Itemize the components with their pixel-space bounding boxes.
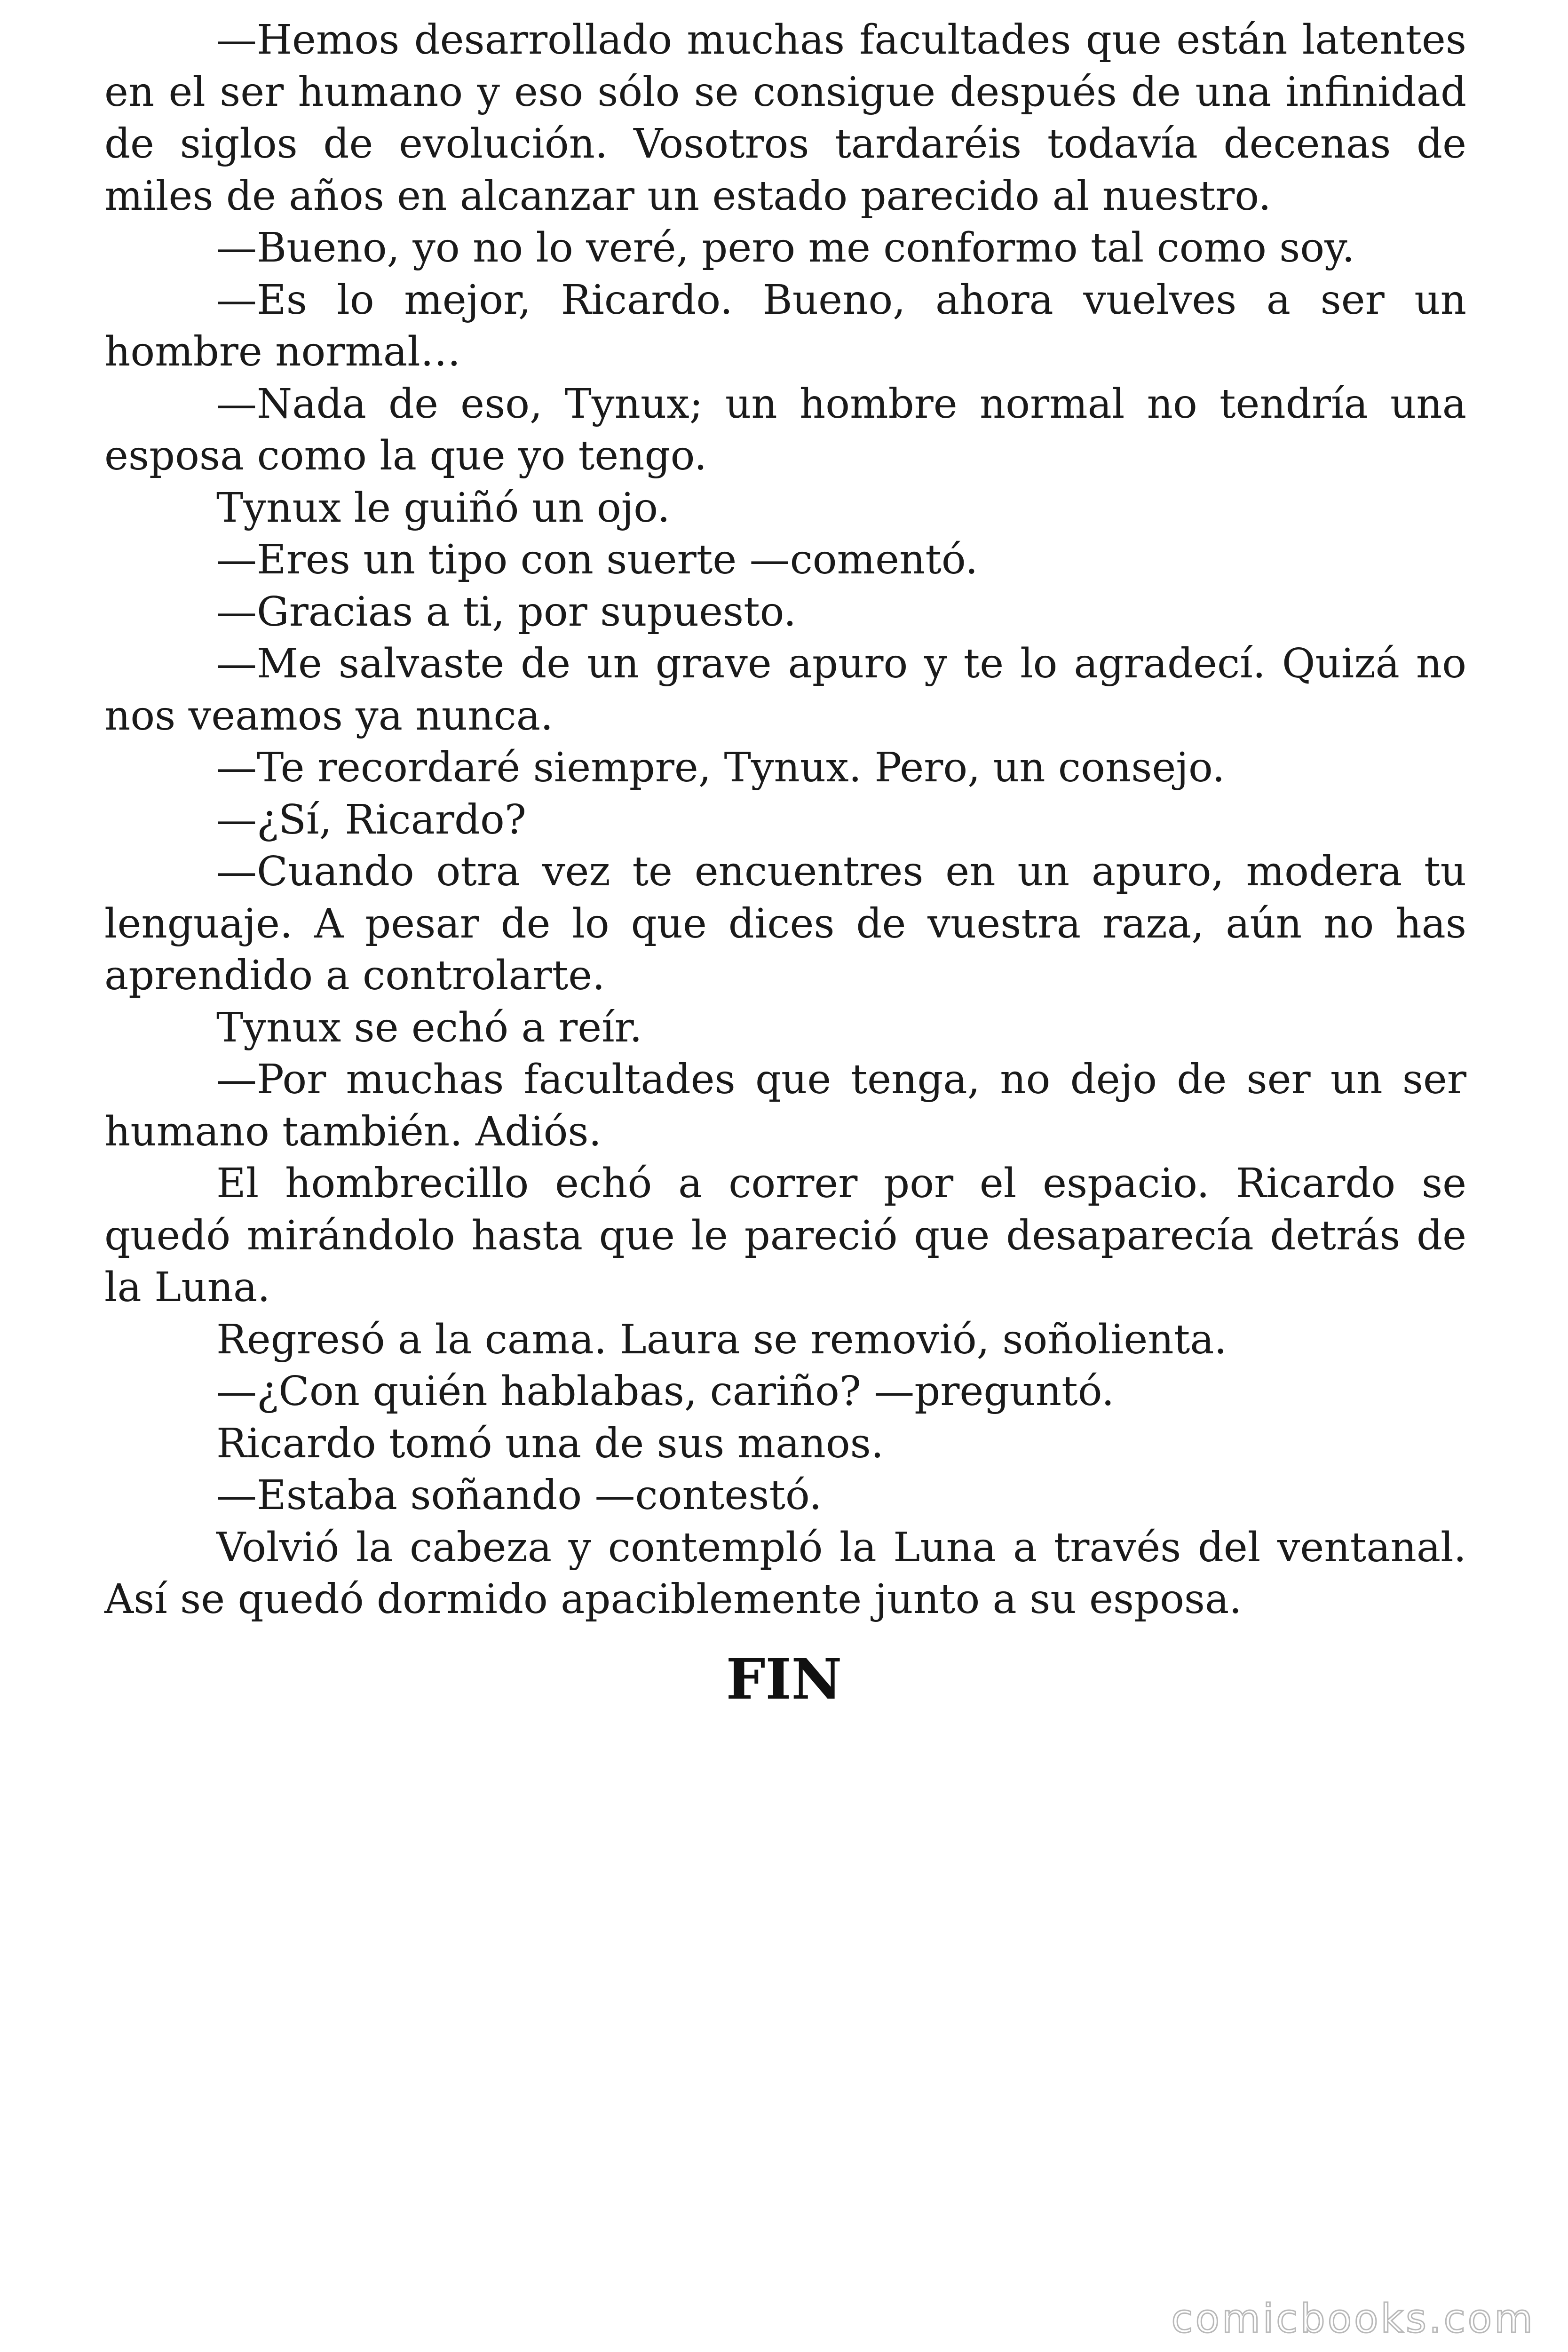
paragraph: —Eres un tipo con suerte —comentó. [216,536,978,583]
body-text [104,14,1466,1626]
paragraph: —¿Sí, Ricardo? [216,796,526,843]
paragraph: —Te recordaré siempre, Tynux. Pero, un consejo. [216,744,1225,791]
paragraph: —Gracias a ti, por supuesto. [216,588,797,636]
watermark: comicbooks.com [1171,2296,1535,2342]
paragraph: Ricardo tomó una de sus manos. [216,1420,884,1467]
paragraph: —Cuando otra vez te encuentres en un apuro, modera tu lenguaje. A pesar de lo que dices de vuestra raza, aún no has aprendido a controlarte. [104,848,1466,999]
paragraph: Regresó a la cama. Laura se removió, soñolienta. [216,1316,1227,1363]
paragraph: —Bueno, yo no lo veré, pero me conformo tal como soy. [216,224,1355,271]
paragraph: —Hemos desarrollado muchas facultades que están latentes en el ser humano y eso sólo se consigue después de una infinidad de siglos de evolución. Vosotros tardaréis todavía decenas de miles de años en alcanzar un estado parecido al nuestro. [104,16,1466,220]
end-title: FIN [726,1646,842,1712]
paragraph: —Me salvaste de un grave apuro y te lo agradecí. Quizá no nos veamos ya nunca. [104,640,1466,739]
paragraph: Tynux le guiñó un ojo. [216,484,670,532]
paragraph: El hombrecillo echó a correr por el espacio. Ricardo se quedó mirándolo hasta que le pareció que desaparecía detrás de la Luna. [104,1160,1466,1311]
paragraph: Tynux se echó a reír. [216,1004,642,1051]
paragraph: —Nada de eso, Tynux; un hombre normal no tendría una esposa como la que yo tengo. [104,380,1466,479]
paragraph: Volvió la cabeza y contempló la Luna a través del ventanal. Así se quedó dormido apaciblemente junto a su esposa. [104,1524,1466,1623]
paragraph: —¿Con quién hablabas, cariño? —preguntó. [216,1368,1115,1415]
paragraph: —Es lo mejor, Ricardo. Bueno, ahora vuelves a ser un hombre normal… [104,276,1466,375]
paragraph: —Estaba soñando —contestó. [216,1472,822,1519]
paragraph: —Por muchas facultades que tenga, no dejo de ser un ser humano también. Adiós. [104,1056,1466,1155]
